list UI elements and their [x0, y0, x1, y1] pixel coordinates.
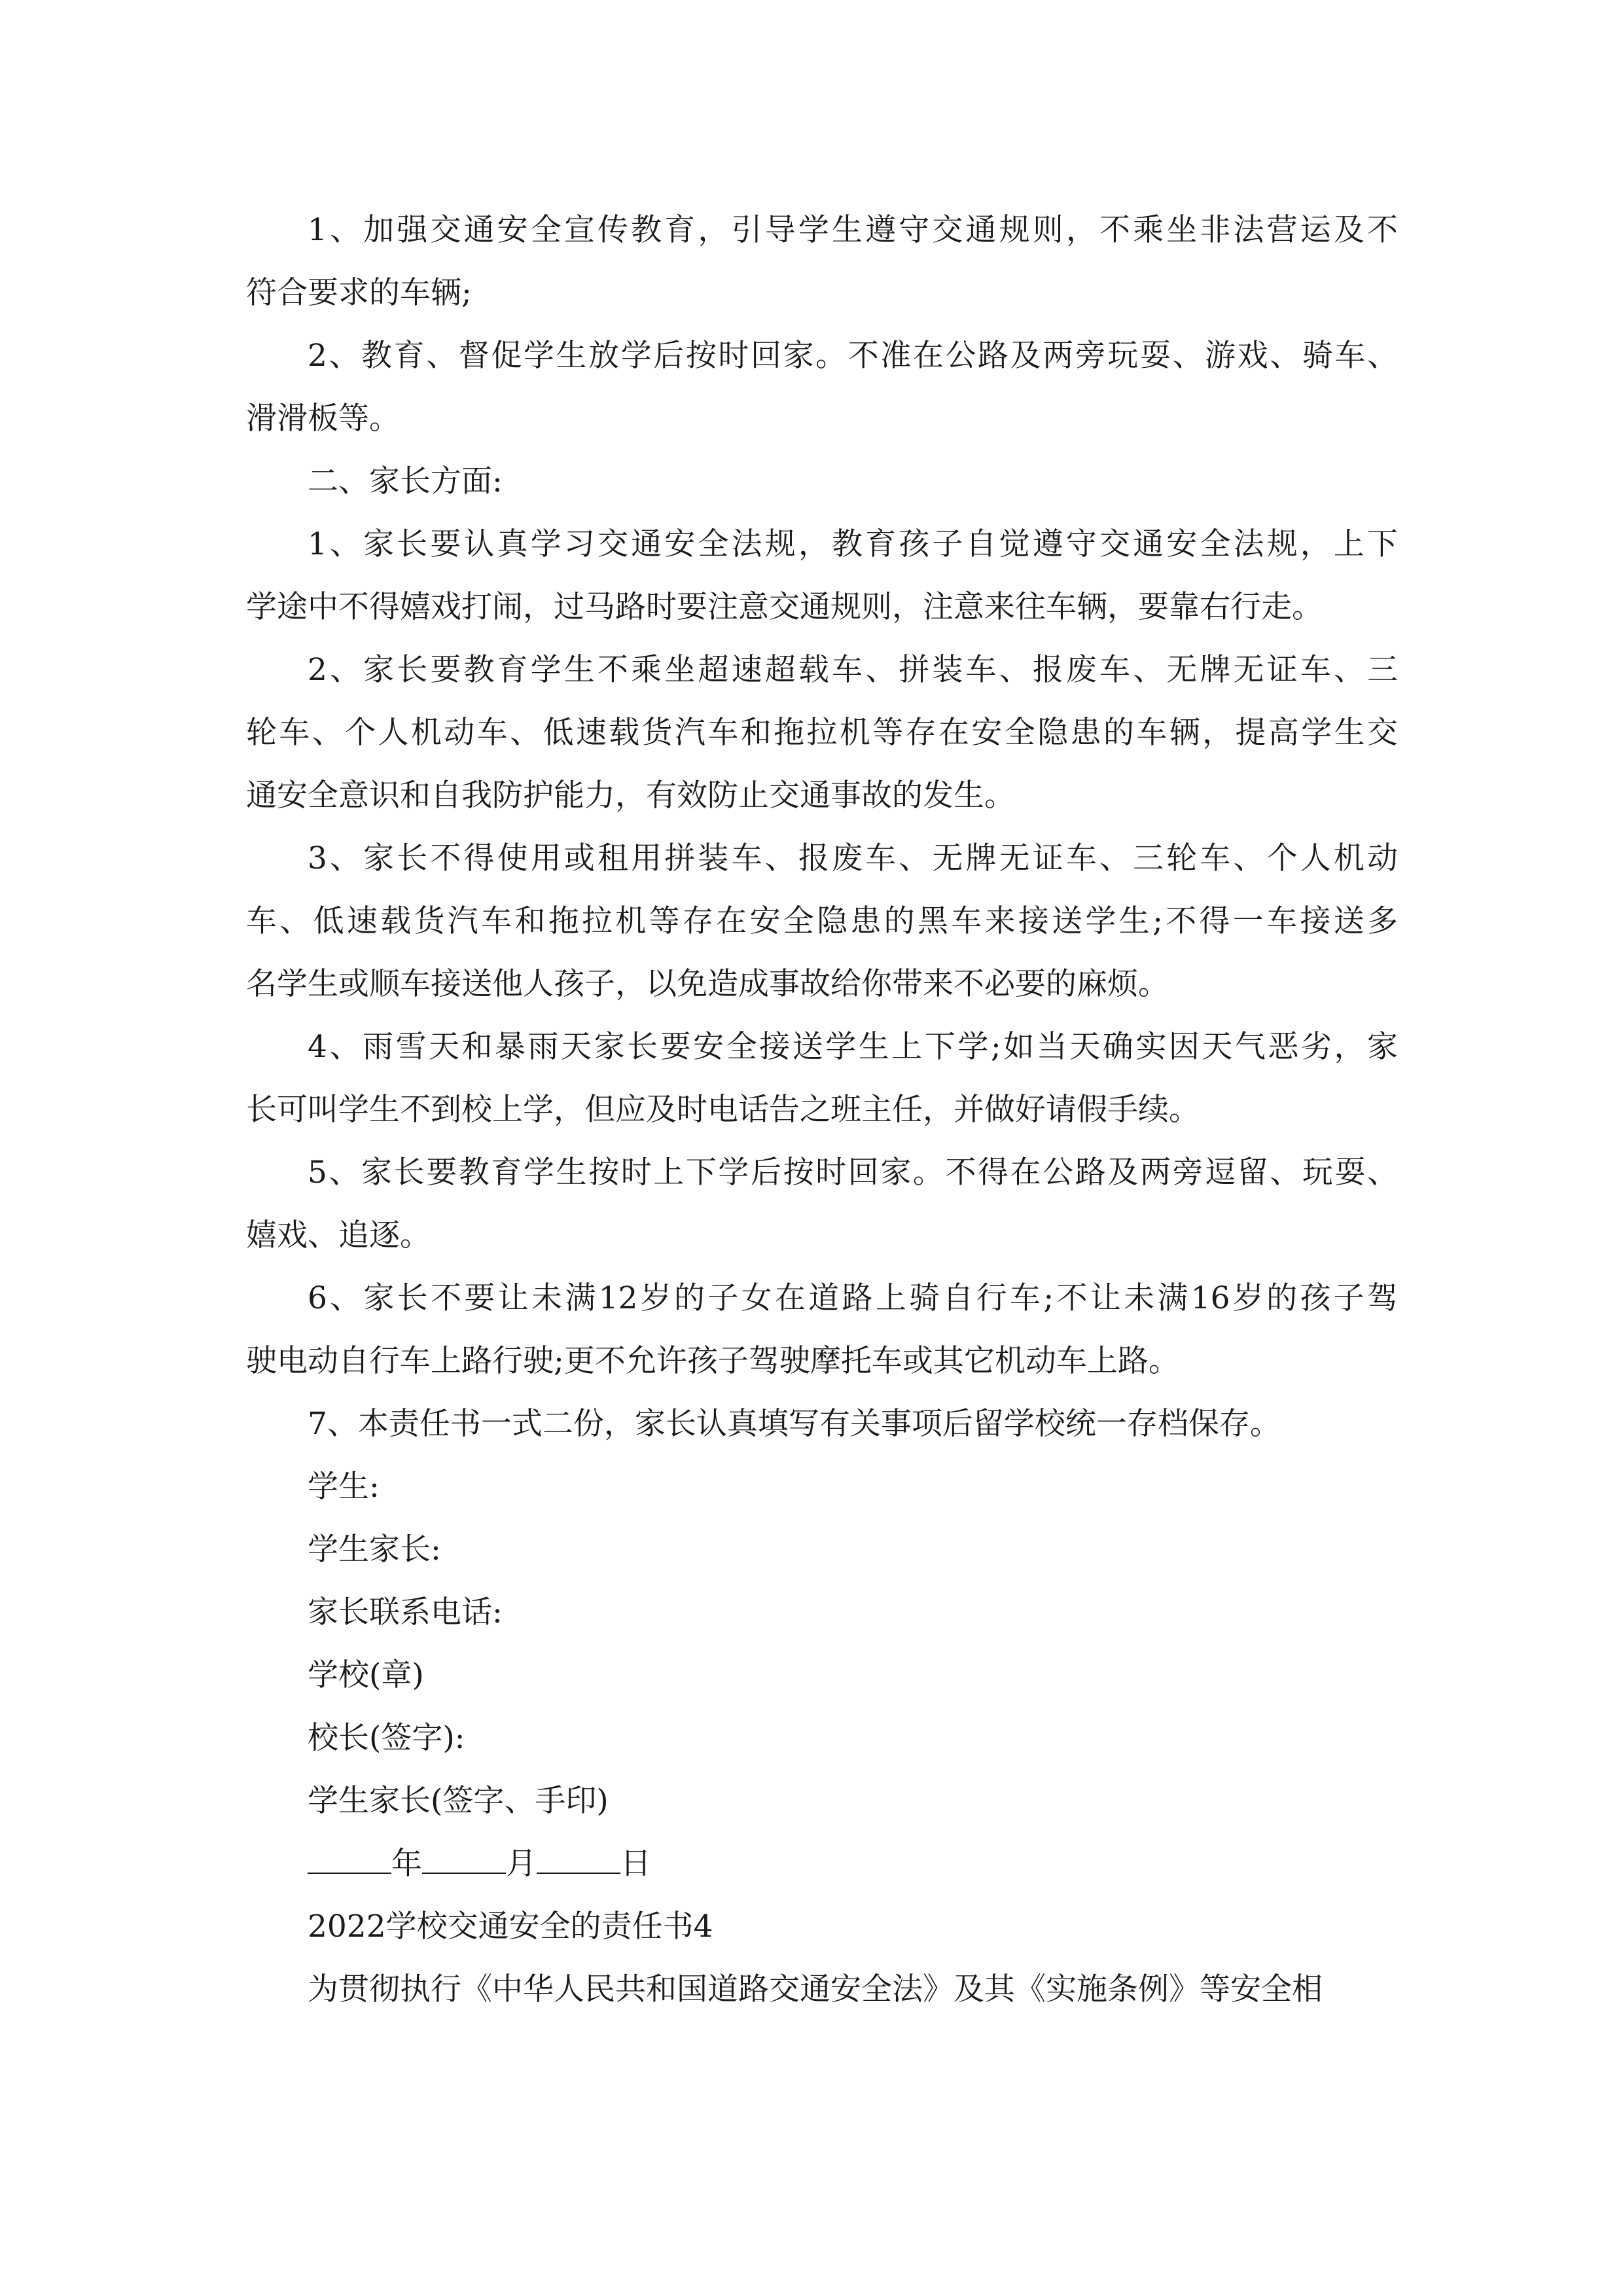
paragraph-line: 3、家长不得使用或租用拼装车、报废车、无牌无证车、三轮车、个人机动 — [308, 840, 1398, 876]
date-year-blank — [308, 1846, 391, 1874]
signature-principal-label: 校长(签字): — [308, 1720, 465, 1756]
paragraph-line: 滑滑板等。 — [246, 401, 400, 437]
paragraph-line: 1、家长要认真学习交通安全法规，教育孩子自觉遵守交通安全法规，上下 — [308, 526, 1398, 562]
date-month-label: 月 — [506, 1846, 537, 1882]
paragraph-line: 通安全意识和自我防护能力，有效防止交通事故的发生。 — [246, 778, 1015, 814]
section-heading: 二、家长方面: — [308, 463, 503, 499]
paragraph-line: 嬉戏、追逐。 — [246, 1217, 431, 1253]
section-title: 2022学校交通安全的责任书4 — [308, 1909, 713, 1945]
paragraph-line: 4、雨雪天和暴雨天家长要安全接送学生上下学;如当天确实因天气恶劣，家 — [308, 1029, 1398, 1065]
paragraph-line: 轮车、个人机动车、低速载货汽车和拖拉机等存在安全隐患的车辆，提高学生交 — [246, 715, 1398, 751]
paragraph-line: 6、家长不要让未满12岁的子女在道路上骑自行车;不让未满16岁的孩子驾 — [308, 1280, 1398, 1316]
signature-student-label: 学生: — [308, 1469, 380, 1505]
signature-school-seal-label: 学校(章) — [308, 1657, 424, 1693]
date-month-blank — [422, 1846, 506, 1874]
paragraph-line: 驶电动自行车上路行驶;更不允许孩子驾驶摩托车或其它机动车上路。 — [246, 1343, 1179, 1379]
paragraph-line: 名学生或顺车接送他人孩子，以免造成事故给你带来不必要的麻烦。 — [246, 966, 1169, 1002]
paragraph-line: 2、教育、督促学生放学后按时回家。不准在公路及两旁玩耍、游戏、骑车、 — [308, 338, 1398, 374]
paragraph-line: 1、加强交通安全宣传教育，引导学生遵守交通规则，不乘坐非法营运及不 — [308, 212, 1398, 248]
paragraph-line: 5、家长要教育学生按时上下学后按时回家。不得在公路及两旁逗留、玩耍、 — [308, 1155, 1398, 1191]
paragraph-line: 符合要求的车辆; — [246, 275, 472, 311]
paragraph-line: 长可叫学生不到校上学，但应及时电话告之班主任，并做好请假手续。 — [246, 1092, 1200, 1128]
paragraph-line: 学途中不得嬉戏打闹，过马路时要注意交通规则，注意来往车辆，要靠右行走。 — [246, 589, 1323, 625]
date-line — [308, 1844, 651, 1884]
date-year-label: 年 — [391, 1846, 422, 1882]
paragraph-line: 7、本责任书一式二份，家长认真填写有关事项后留学校统一存档保存。 — [308, 1406, 1281, 1442]
date-day-blank — [537, 1846, 620, 1874]
signature-parent-sign-label: 学生家长(签字、手印) — [308, 1783, 609, 1819]
signature-parent-label: 学生家长: — [308, 1532, 441, 1568]
paragraph-line: 为贯彻执行《中华人民共和国道路交通安全法》及其《实施条例》等安全相 — [308, 1971, 1323, 2007]
signature-phone-label: 家长联系电话: — [308, 1594, 503, 1630]
paragraph-line: 2、家长要教育学生不乘坐超速超载车、拼装车、报废车、无牌无证车、三 — [308, 652, 1398, 688]
date-day-label: 日 — [620, 1846, 651, 1882]
paragraph-line: 车、低速载货汽车和拖拉机等存在安全隐患的黑车来接送学生;不得一车接送多 — [246, 903, 1398, 939]
